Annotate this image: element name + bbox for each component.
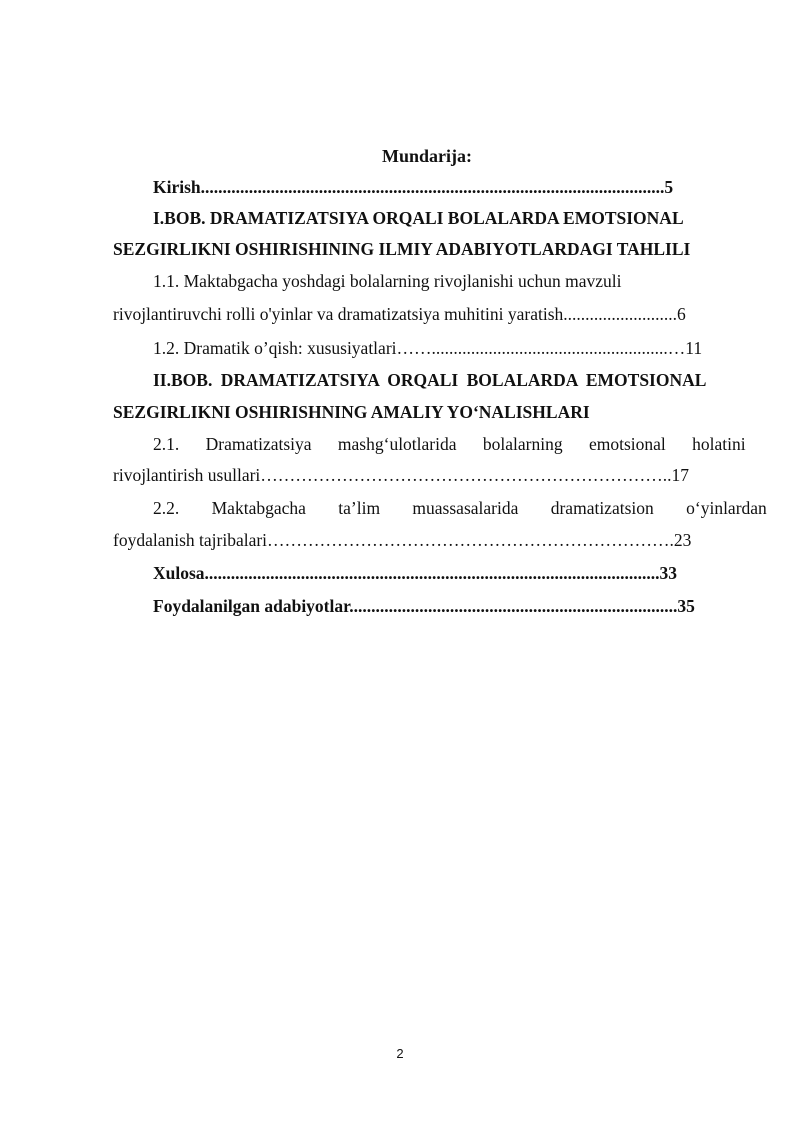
toc-chapter-2-line-2: SEZGIRLIKNI OSHIRISHNING AMALIY YO‘NALISHLARI — [113, 402, 590, 422]
toc-section-2-1-line-2: rivojlantirish usullari……………………………………………………………..17 — [113, 465, 690, 485]
page-title: Mundarija: — [382, 146, 472, 166]
toc-entry-references: Foydalanilgan adabiyotlar...........................................................................35 — [153, 596, 695, 616]
toc-section-1-1-line-1: 1.1. Maktabgacha yoshdagi bolalarning rivojlanishi uchun mavzuli — [153, 271, 622, 291]
page-number: 2 — [396, 1046, 404, 1061]
toc-section-2-2-line-2: foydalanish tajribalari…………………………………………………………….23 — [113, 530, 692, 550]
toc-entry-intro: Kirish..........................................................................................................5 — [153, 177, 674, 197]
toc-chapter-1-line-2: SEZGIRLIKNI OSHIRISHINING ILMIY ADABIYOTLARDAGI TAHLILI — [113, 239, 691, 259]
toc-chapter-1-line-1: I.BOB. DRAMATIZATSIYA ORQALI BOLALARDA EMOTSIONAL — [153, 208, 684, 228]
toc-section-1-1-line-2: rivojlantiruvchi rolli o'yinlar va dramatizatsiya muhitini yaratish..........................6 — [113, 304, 686, 324]
toc-entry-conclusion: Xulosa........................................................................................................33 — [153, 563, 678, 583]
toc-section-2-1-line-1: 2.1. Dramatizatsiya mashg‘ulotlarida bolalarning emotsional holatini — [153, 434, 746, 454]
toc-section-1-2: 1.2. Dramatik o’qish: xususiyatlari……......................................................…11 — [153, 338, 703, 358]
toc-chapter-2-line-1: II.BOB. DRAMATIZATSIYA ORQALI BOLALARDA EMOTSIONAL — [153, 370, 707, 390]
toc-section-2-2-line-1: 2.2. Maktabgacha ta’lim muassasalarida dramatizatsion o‘yinlardan — [153, 498, 767, 518]
